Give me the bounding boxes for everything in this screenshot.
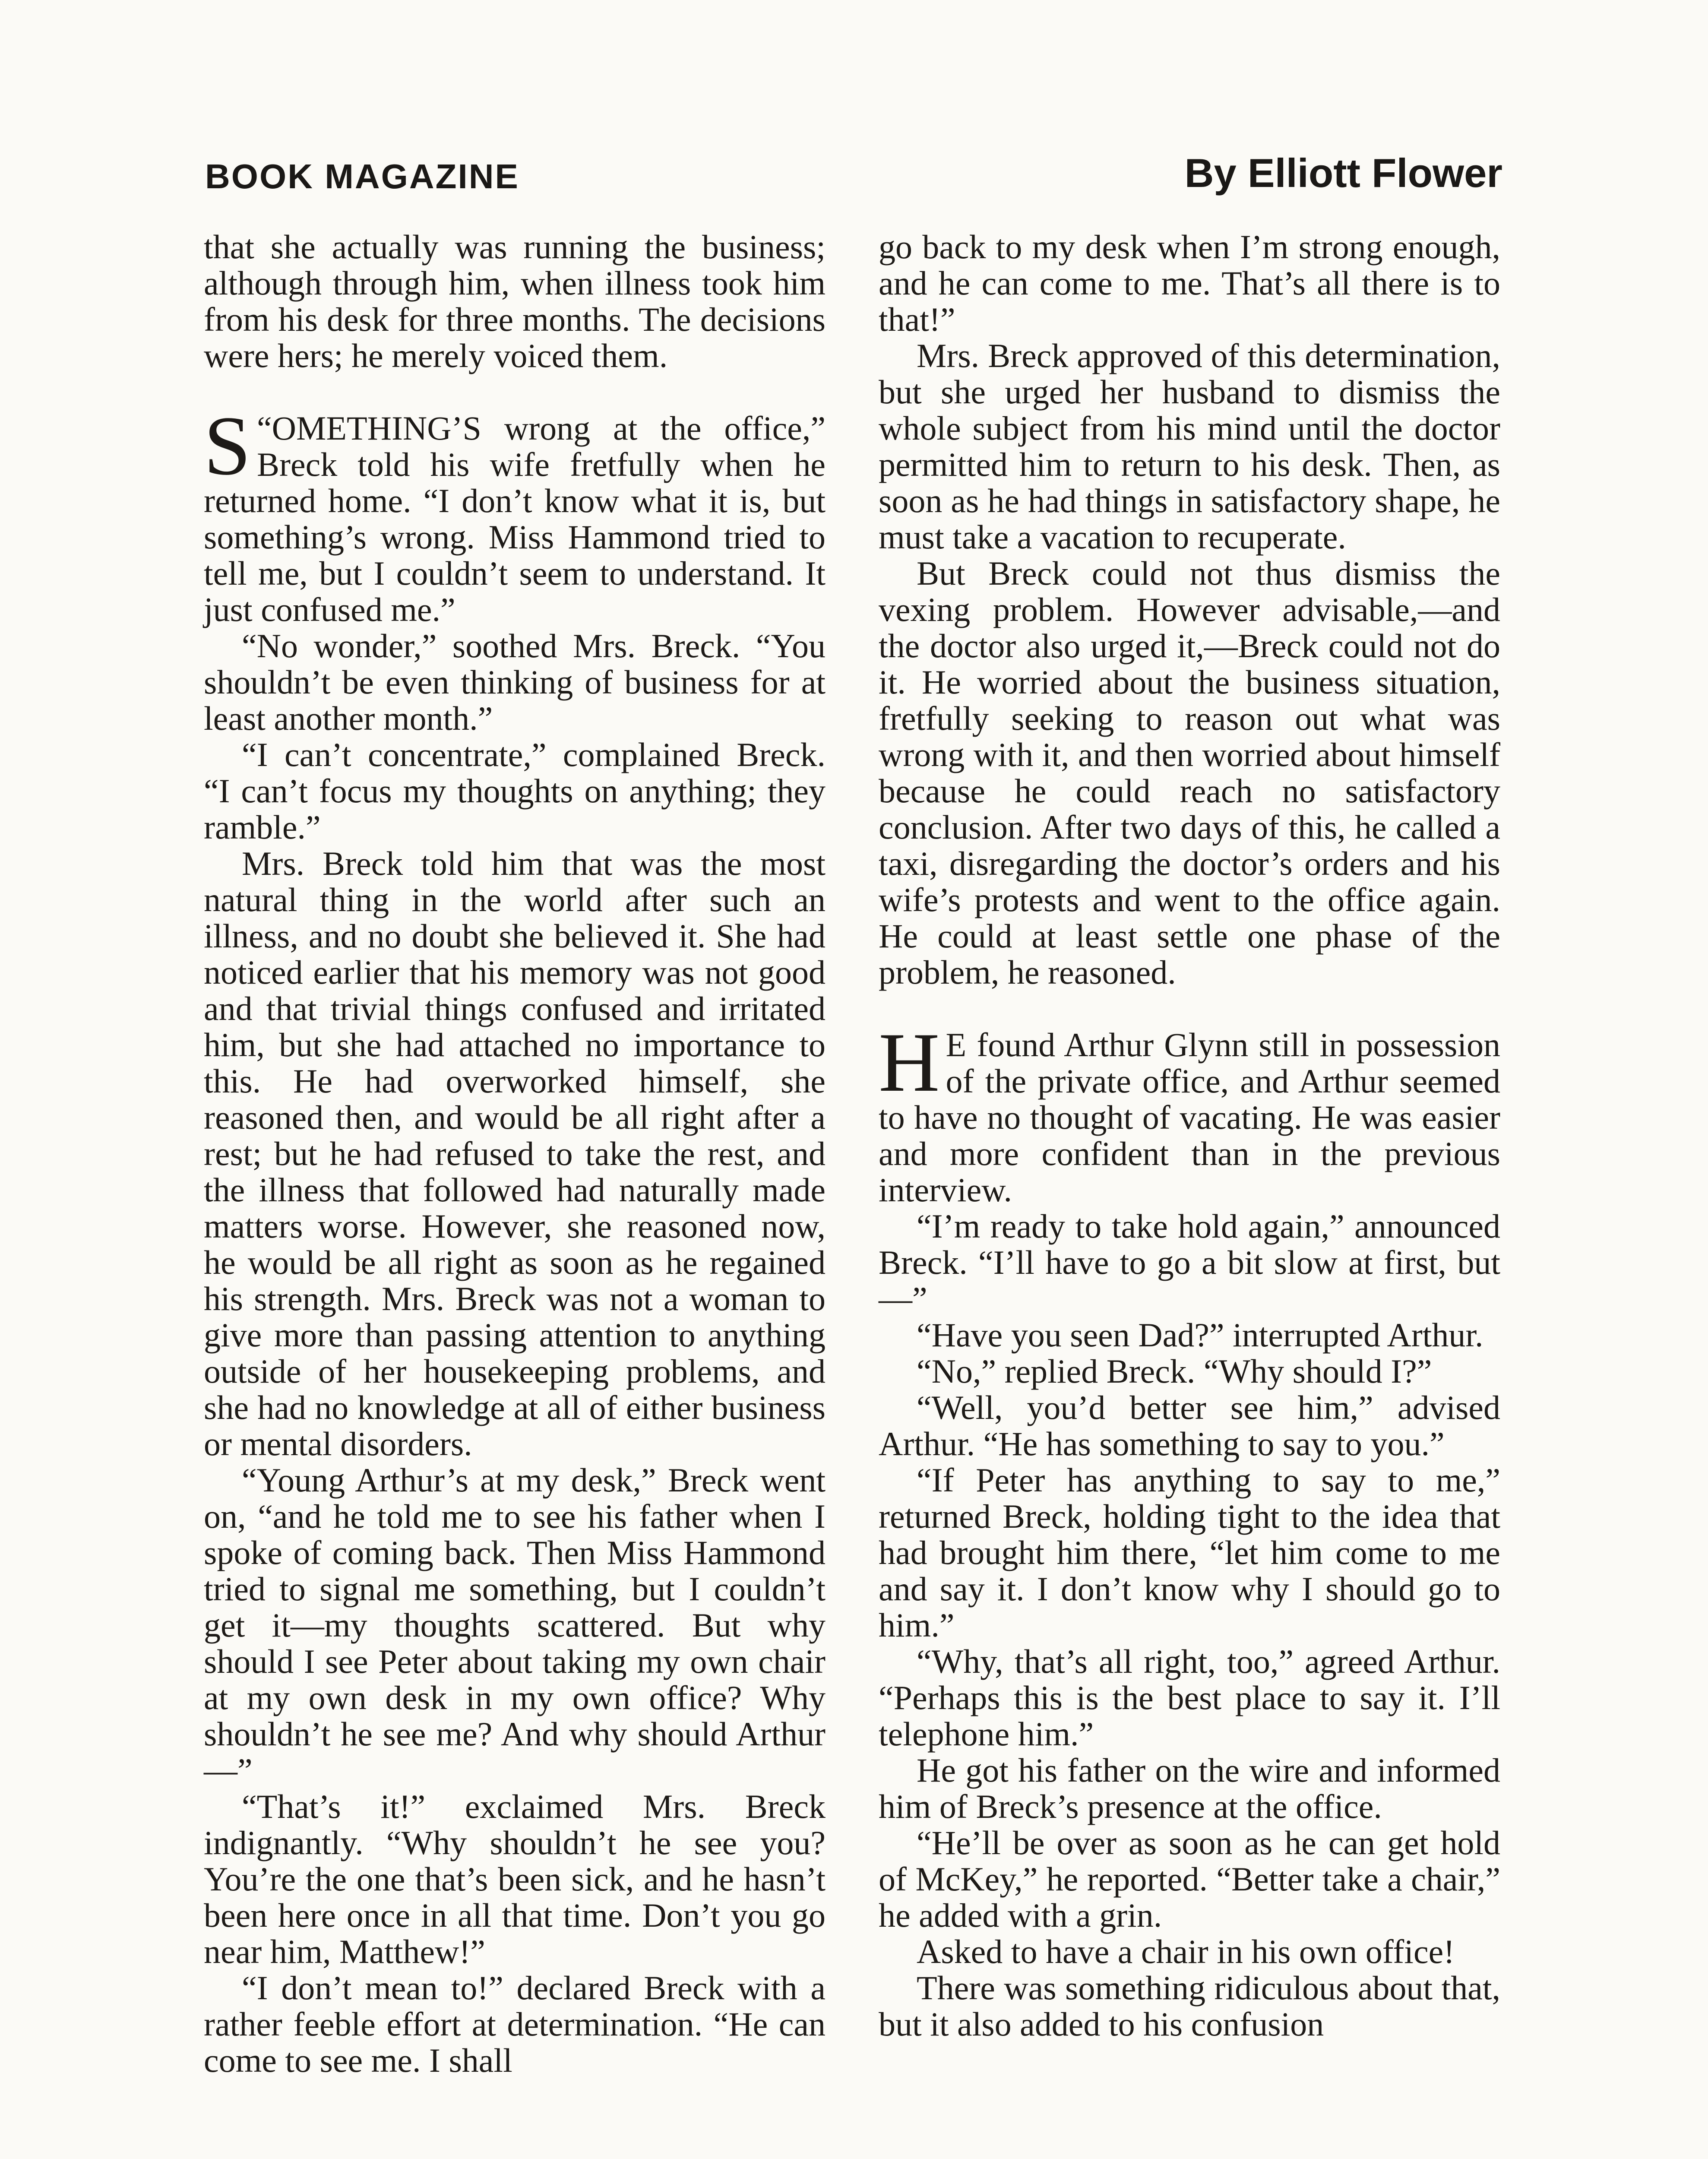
left-column (204, 229, 826, 2079)
drop-cap-letter: S (204, 399, 251, 493)
author-byline: By Elliott Flower (1184, 150, 1502, 196)
paragraph: “If Peter has anything to say to me,” returned Breck, holding tight to the idea that had brought him there, “let him come to me and say it. I don’t know why I should go to him.” (879, 1461, 1500, 1644)
running-header (205, 140, 1502, 196)
paragraph: “No wonder,” soothed Mrs. Breck. “You shouldn’t be even thinking of business for at least another month.” (204, 627, 826, 737)
paragraph: Mrs. Breck told him that was the most natural thing in the world after such an illness, and no doubt she believed it. She had noticed earlier that his memory was not good and that trivial things confused and irritated him, but she had attached no importance to this. He had overworked himself, she reasoned then, and would be all right after a rest; but he had refused to take the rest, and the illness that followed had naturally made matters worse. However, she reasoned now, he would be all right as soon as he regained his strength. Mrs. Breck was not a woman to give more than passing attention to anything outside of her housekeeping problems, and she had no knowledge at all of either business or mental disorders. (204, 845, 826, 1463)
right-column (879, 229, 1500, 2042)
paragraph: “That’s it!” exclaimed Mrs. Breck indignantly. “Why shouldn’t he see you? You’re the one that’s been sick, and he hasn’t been here once in all that time. Don’t you go near him, Matthew!” (204, 1788, 826, 1970)
paragraph: go back to my desk when I’m strong enough, and he can come to me. That’s all there is to that!” (879, 228, 1500, 338)
magazine-name: BOOK MAGAZINE (205, 157, 519, 196)
paragraph: “He’ll be over as soon as he can get hold of McKey,” he reported. “Better take a chair,” he added with a grin. (879, 1824, 1500, 1934)
paragraph: “Young Arthur’s at my desk,” Breck went on, “and he told me to see his father when I spoke of coming back. Then Miss Hammond tried to signal me something, but I couldn’t get it—my thoughts scattered. But why should I see Peter about taking my own chair at my own desk in my own office? Why shouldn’t he see me? And why should Arthur—” (204, 1461, 826, 1789)
paragraph: that she actually was running the business; although through him, when illness took him from his desk for three months. The decisions were hers; he merely voiced them. (204, 228, 826, 374)
paragraph: But Breck could not thus dismiss the vexing problem. However advisable,—and the doctor also urged it,—Breck could not do it. He worried about the business situation, fretfully seeking to reason out what was wrong with it, and then worried about himself because he could reach no satisfactory conclusion. After two days of this, he called a taxi, disregarding the doctor’s orders and his wife’s protests and went to the office again. He could at least settle one phase of the problem, he reasoned. (879, 554, 1500, 991)
paragraph: Asked to have a chair in his own office! (917, 1933, 1455, 1970)
paragraph: “I can’t concentrate,” complained Breck. “I can’t focus my thoughts on anything; they ramble.” (204, 736, 826, 846)
paragraph: “I don’t mean to!” declared Breck with a rather feeble effort at determination. “He can come to see me. I shall (204, 1969, 826, 2079)
paragraph-drop-cap: “ S OMETHING’S wrong at the office,” Breck told his wife fretfully when he returned home. “I don’t know what it is, but something’s wrong. Miss Hammond tried to tell me, but I couldn’t seem to understand. It just confused me.” (204, 399, 826, 628)
paragraph: “I’m ready to take hold again,” announced Breck. “I’ll have to go a bit slow at first, but—” (879, 1207, 1500, 1317)
paragraph-drop-cap: H E found Arthur Glynn still in possession of the private office, and Arthur seemed to have no thought of vacating. He was easier and more confident than in the previous interview. (879, 1016, 1500, 1209)
paragraph: He got his father on the wire and informed him of Breck’s presence at the office. (879, 1751, 1500, 1825)
paragraph: Mrs. Breck approved of this determination, but she urged her husband to dismiss the whole subject from his mind until the doctor permitted him to return to his desk. Then, as soon as he had things in satisfactory shape, he must take a vacation to recuperate. (879, 337, 1500, 556)
paragraph: “Have you seen Dad?” interrupted Arthur. (917, 1316, 1483, 1354)
paragraph: “Well, you’d better see him,” advised Arthur. “He has something to say to you.” (879, 1389, 1500, 1463)
drop-cap-letter: H (879, 1016, 940, 1109)
paragraph: There was something ridiculous about that, but it also added to his confusion (879, 1969, 1500, 2043)
paragraph: “Why, that’s all right, too,” agreed Arthur. “Perhaps this is the best place to say it. I’ll telephone him.” (879, 1643, 1500, 1753)
paragraph: “No,” replied Breck. “Why should I?” (917, 1352, 1432, 1390)
